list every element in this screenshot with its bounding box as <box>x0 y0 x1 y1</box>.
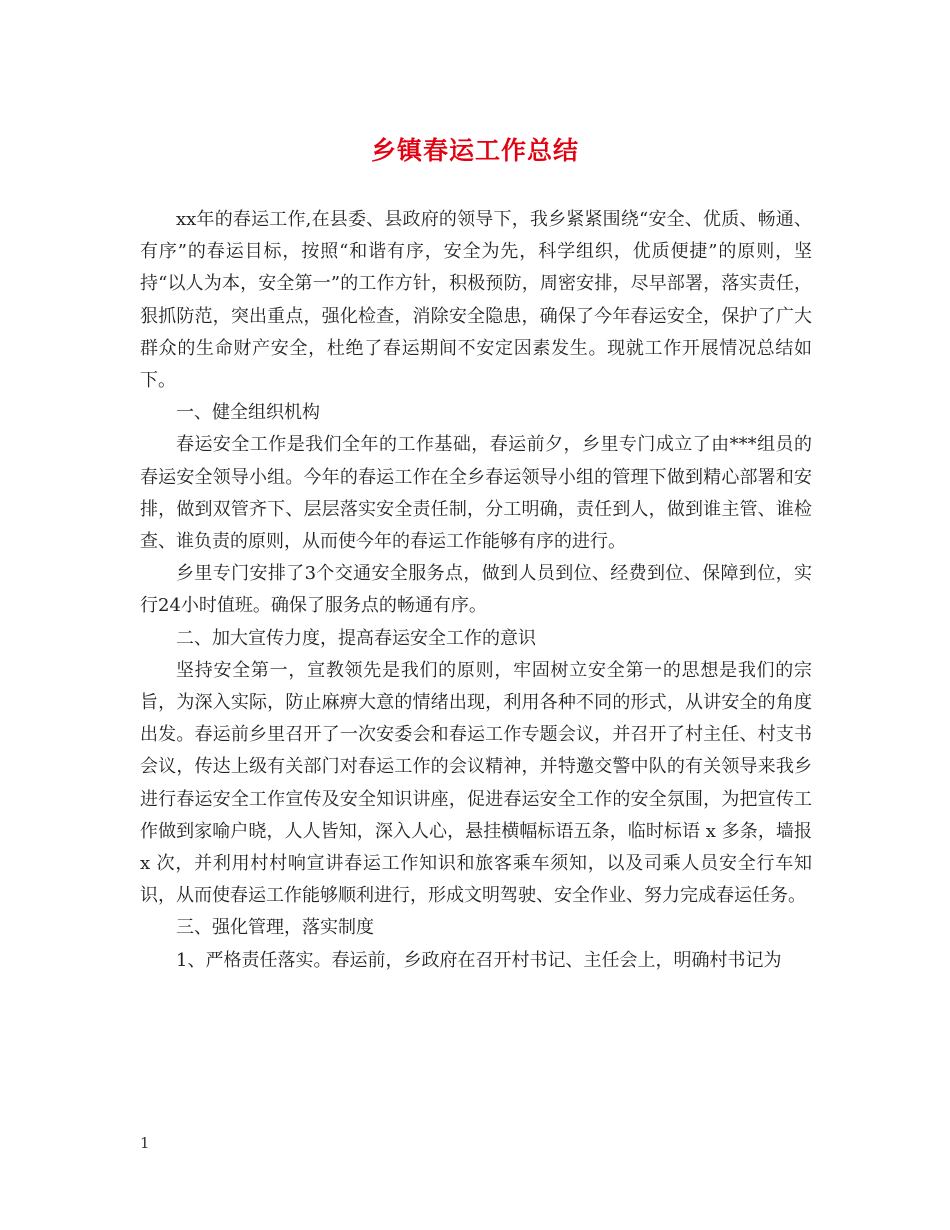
paragraph-organization: 春运安全工作是我们全年的工作基础，春运前夕，乡里专门成立了由***组员的春运安全领导小组。今年的春运工作在全乡春运领导小组的管理下做到精心部署和安排，做到双管齐下、层层落实安全责任制，分工明确，责任到人，做到谁主管、谁检查、谁负责的原则，从而使今年的春运工作能够有序的进行。 <box>140 434 812 553</box>
section-heading-3: 三、强化管理，落实制度 <box>176 917 374 939</box>
paragraph-publicity: 坚持安全第一，宣教领先是我们的原则，牢固树立安全第一的思想是我们的宗旨，为深入实际，防止麻痹大意的情绪出现，利用各种不同的形式，从讲安全的角度出发。春运前乡里召开了一次安委会和春运工作专题会议，并召开了村主任、村支书会议，传达上级有关部门对春运工作的会议精神，并特邀交警中队的有关领导来我乡进行春运安全工作宣传及安全知识讲座，促进春运安全工作的安全氛围，为把宣传工作做到家喻户晓，人人皆知，深入人心，悬挂横幅标语五条，临时标语 x 多条，墙报 x 次，并利用村村响宣讲春运工作知识和旅客乘车须知，以及司乘人员安全行车知识，从而使春运工作能够顺利进行，形成文明驾驶、安全作业、努力完成春运任务。 <box>140 659 812 907</box>
section-heading-1: 一、健全组织机构 <box>176 402 320 424</box>
document-body <box>140 204 812 977</box>
paragraph-service-points: 乡里专门安排了3个交通安全服务点，做到人员到位、经费到位、保障到位，实行24小时值班。确保了服务点的畅通有序。 <box>140 563 812 617</box>
page-number: 1 <box>140 1134 150 1152</box>
section-heading-2: 二、加大宣传力度，提高春运安全工作的意识 <box>176 627 536 649</box>
paragraph-intro: xx年的春运工作,在县委、县政府的领导下，我乡紧紧围绕“安全、优质、畅通、有序”的春运目标，按照“和谐有序，安全为先，科学组织，优质便捷”的原则，坚持“以人为本，安全第一”的工作方针，积极预防，周密安排，尽早部署，落实责任，狠抓防范，突出重点，强化检查，消除安全隐患，确保了今年春运安全，保护了广大群众的生命财产安全，杜绝了春运期间不安定因素发生。现就工作开展情况总结如下。 <box>140 209 812 392</box>
paragraph-responsibility: 1、严格责任落实。春运前，乡政府在召开村书记、主任会上，明确村书记为 <box>176 949 782 971</box>
document-title: 乡镇春运工作总结 <box>370 136 579 165</box>
